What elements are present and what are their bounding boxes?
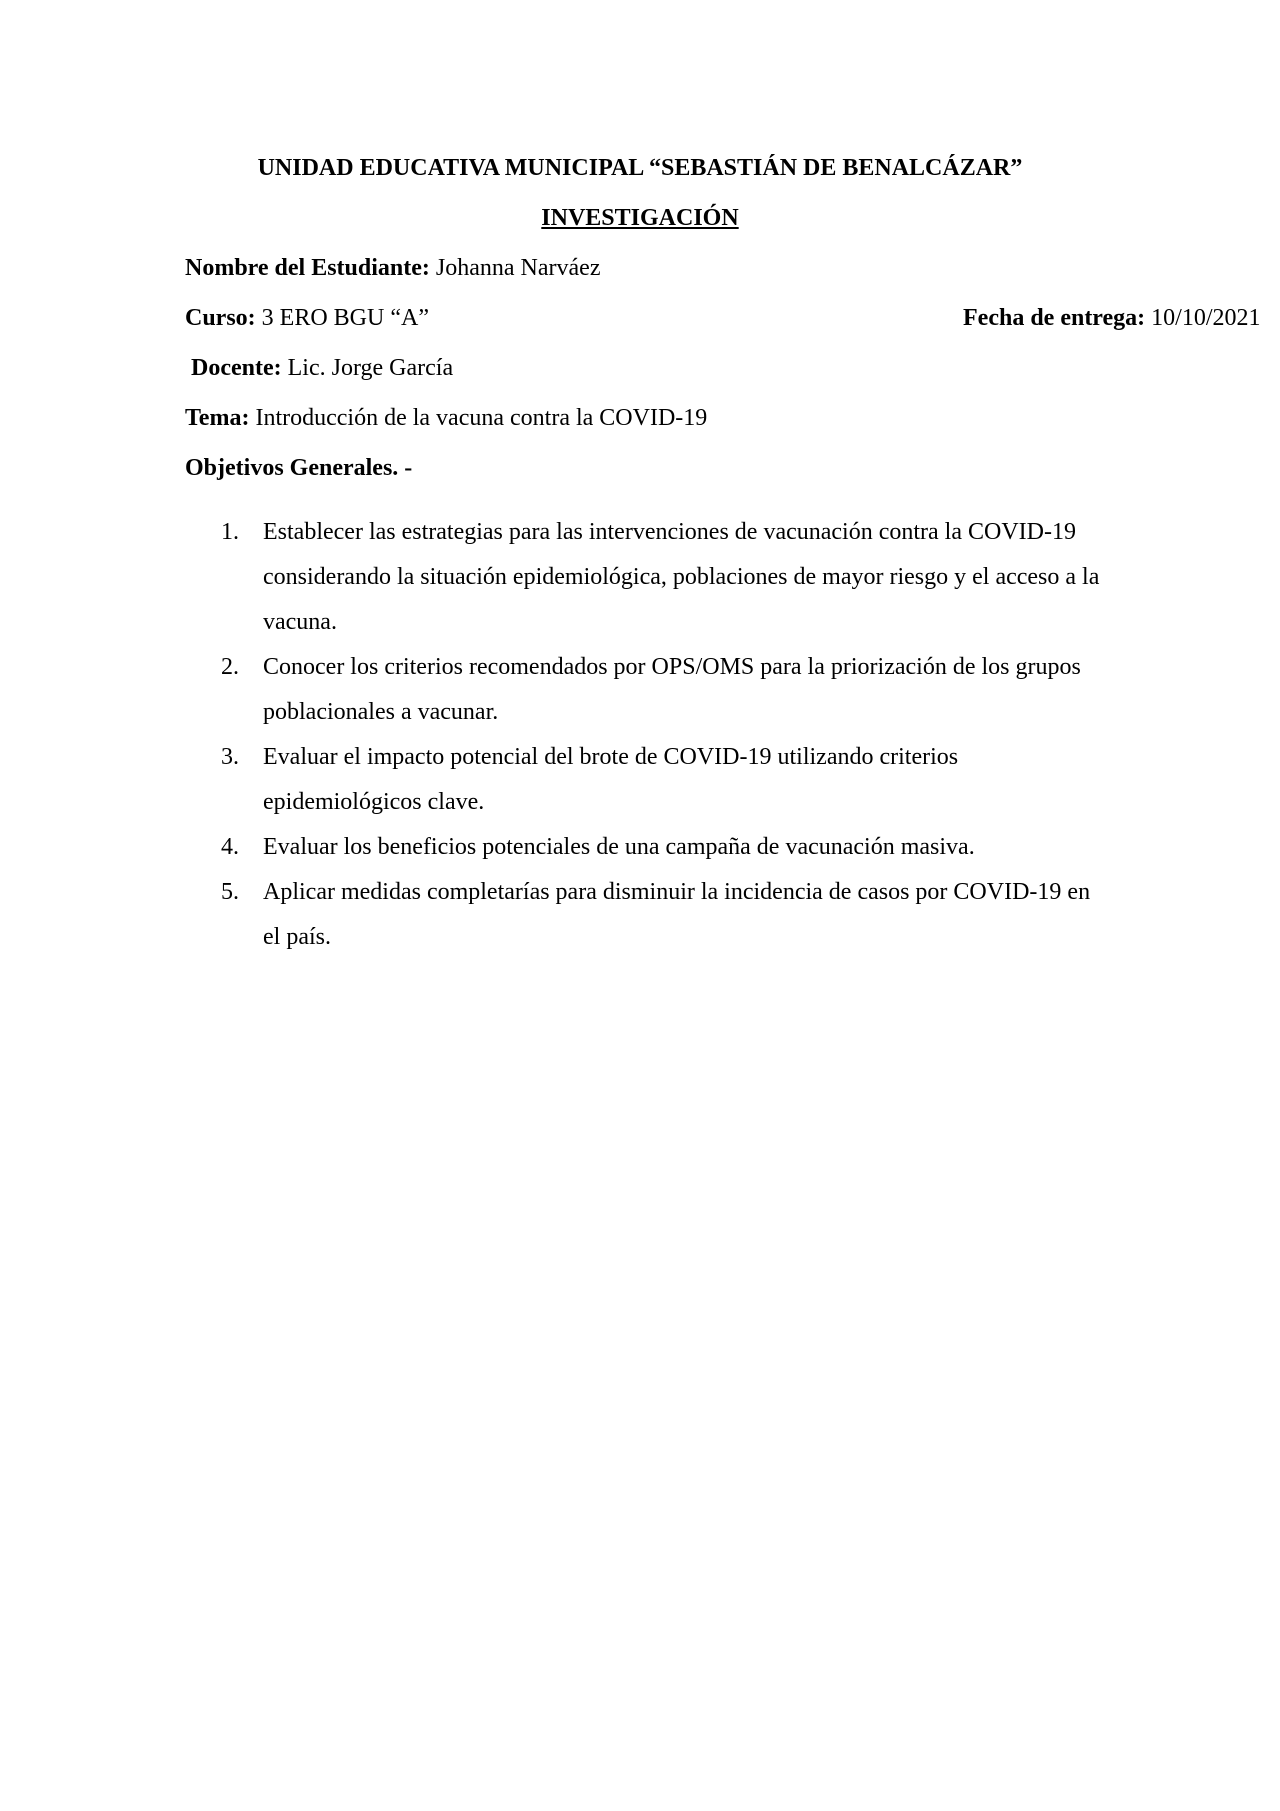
objectives-heading [185,453,412,483]
teacher-label: Docente: [191,355,282,381]
objectives-list [0,510,1280,960]
list-item-number: 3. [221,744,239,770]
list-item-number: 4. [221,834,239,860]
list-item-text: Establecer las estrategias para las intervenciones de vacunación contra la COVID-19 considerando la situación epidemiológica, poblaciones de mayor riesgo y el acceso a la vacuna. [263,519,1100,635]
teacher-line [191,353,453,383]
list-item-number: 1. [221,519,239,545]
student-label: Nombre del Estudiante: [185,255,430,281]
objectives-label: Objetivos Generales. - [185,455,413,481]
date-label: Fecha de entrega: [963,305,1146,331]
list-item [0,870,1280,960]
list-item-text: Evaluar los beneficios potenciales de una campaña de vacunación masiva. [263,834,975,860]
list-item [0,825,1280,870]
course-label: Curso: [185,305,256,331]
course-value: 3 ERO BGU “A” [255,305,429,331]
student-name-line [185,253,600,283]
course-date-line [185,303,1261,333]
topic-line [185,403,707,433]
topic-label: Tema: [185,405,250,431]
delivery-date [963,303,1261,333]
topic-value: Introducción de la vacuna contra la COVID-19 [249,405,708,431]
list-item [0,645,1280,735]
teacher-value: Lic. Jorge García [281,355,454,381]
list-item-text: Aplicar medidas completarías para disminuir la incidencia de casos por COVID-19 en el país. [263,879,1091,950]
document-title: INVESTIGACIÓN [541,205,739,231]
student-value: Johanna Narváez [429,255,601,281]
institution-heading: UNIDAD EDUCATIVA MUNICIPAL “SEBASTIÁN DE BENALCÁZAR” [257,155,1023,181]
list-item [0,735,1280,825]
list-item-text: Evaluar el impacto potencial del brote de COVID-19 utilizando criterios epidemiológicos clave. [263,744,959,815]
list-item-number: 5. [221,879,239,905]
list-item-number: 2. [221,654,239,680]
list-item [0,510,1280,645]
date-value: 10/10/2021 [1145,305,1261,331]
list-item-text: Conocer los criterios recomendados por OPS/OMS para la priorización de los grupos poblacionales a vacunar. [263,654,1081,725]
